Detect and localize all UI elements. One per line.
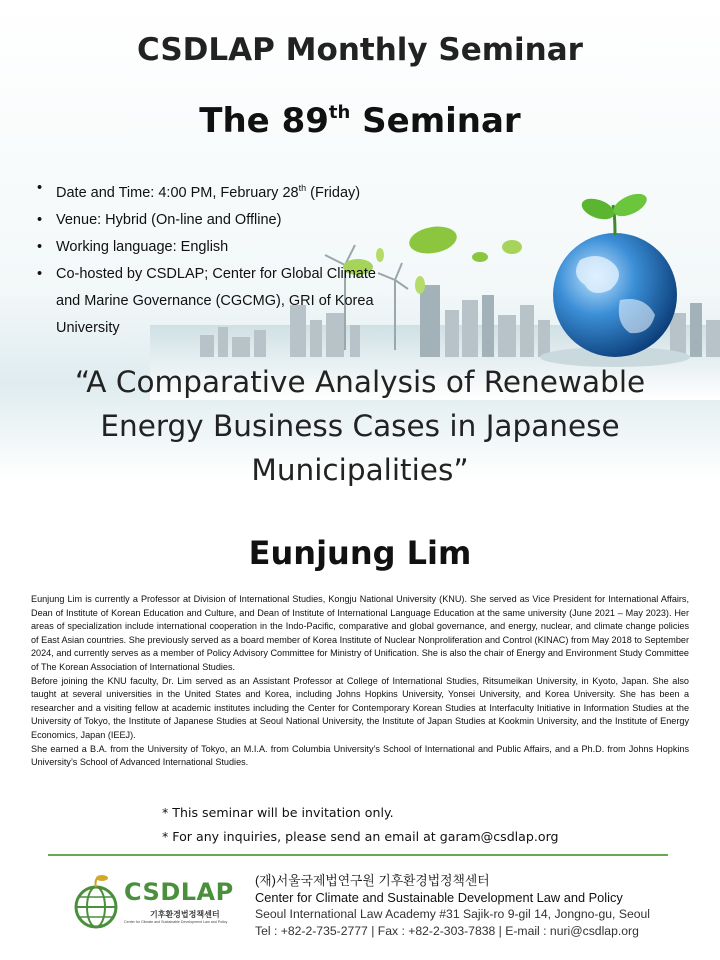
seminar-number-prefix: The 89: [199, 101, 329, 141]
seminar-number-suffix: th: [328, 102, 351, 123]
center-info: [255, 873, 650, 939]
cohost-item: • Co-hosted by CSDLAP; Center for Global Climate and Marine Governance (CGCMG), GRI of Korea University: [37, 261, 401, 342]
center-address: Seoul International Law Academy #31 Sajik-ro 9-gil 14, Jongno-gu, Seoul: [255, 907, 650, 921]
date-suffix: th: [298, 183, 307, 193]
speaker-bio: [31, 593, 689, 770]
talk-title-line-1: “A Comparative Analysis of Renewable: [74, 365, 646, 399]
csdlap-logo: [72, 872, 242, 934]
seminar-number: [0, 101, 720, 141]
bio-paragraph-1: Eunjung Lim is currently a Professor at Division of International Studies, Kongju National University (KNU). She served as Vice President for International Affairs, Dean of Institute of Korean Education and Culture, and Dean of Institute of International Language Education at the same university (June 2021 – May 2023). Her areas of specialization include international cooperation in the Indo-Pacific, comparative and global governance, and energy, nuclear, and climate change policies of East Asian countries. She previously served as a board member of Korea Institute of Nuclear Nonproliferation and Control (KINAC) from May 2018 to September 2024, and currently serves as a member of Policy Advisory Committee for Ministry of Unification. She is also the chair of Energy and Environment Study Committee of The Korean Association of International Studies.: [31, 594, 689, 672]
seminar-number-rest: Seminar: [350, 101, 521, 141]
language-item: • Working language: English: [37, 234, 437, 261]
bio-paragraph-2: Before joining the KNU faculty, Dr. Lim served as an Assistant Professor at College of International Studies, Ritsumeikan University, in Kyoto, Japan. She also taught at several universities in the United States and Korea, including Johns Hopkins University, Yonsei University, and Korea University. She has been a researcher and a visiting fellow at academic institutes including the Center for Contemporary Korean Studies at Interfaculty Initiative in Information Studies at the University of Tokyo, the Institute of Japanese Studies at Seoul National University, the Institute of Japan Studies at Kookmin University, and the Institute of Energy Economics, Japan (IEEJ).: [31, 675, 689, 740]
sprout-icon: [579, 189, 650, 235]
center-english-name: Center for Climate and Sustainable Development Law and Policy: [255, 889, 623, 905]
footer-divider: [48, 854, 668, 856]
notes: [162, 801, 559, 849]
center-korean-name: (재)서울국제법연구원 기후환경법정책센터: [255, 873, 490, 888]
inquiries-note: * For any inquiries, please send an email at garam@csdlap.org: [162, 829, 559, 844]
talk-title-line-3: Municipalities”: [251, 453, 469, 487]
date-rest: (Friday): [306, 184, 361, 201]
logo-wordmark: CSDLAP: [124, 878, 234, 906]
date-prefix: Date and Time: 4:00 PM, February 28: [56, 184, 299, 201]
venue-item: • Venue: Hybrid (On-line and Offline): [37, 207, 437, 234]
invitation-note: * This seminar will be invitation only.: [162, 805, 394, 820]
speaker-name: Eunjung Lim: [248, 534, 472, 572]
date-time-item: [37, 175, 437, 207]
logo-korean-name: 기후환경법정책센터: [150, 910, 220, 919]
globe-logo-icon: [72, 874, 122, 932]
center-contact: Tel : +82-2-735-2777 | Fax : +82-2-303-7838 | E-mail : nuri@csdlap.org: [255, 923, 639, 938]
bio-paragraph-3: She earned a B.A. from the University of Tokyo, an M.I.A. from Columbia University’s School of International and Public Affairs, and a Ph.D. from Johns Hopkins University’s School of Advanced International Studies.: [31, 743, 689, 768]
series-title: CSDLAP Monthly Seminar: [137, 32, 583, 68]
logo-subtitle: Center for Climate and Sustainable Development Law and Policy: [124, 920, 228, 924]
talk-title-line-2: Energy Business Cases in Japanese: [100, 409, 620, 443]
event-details-list: [37, 175, 437, 342]
talk-title: [20, 360, 700, 492]
